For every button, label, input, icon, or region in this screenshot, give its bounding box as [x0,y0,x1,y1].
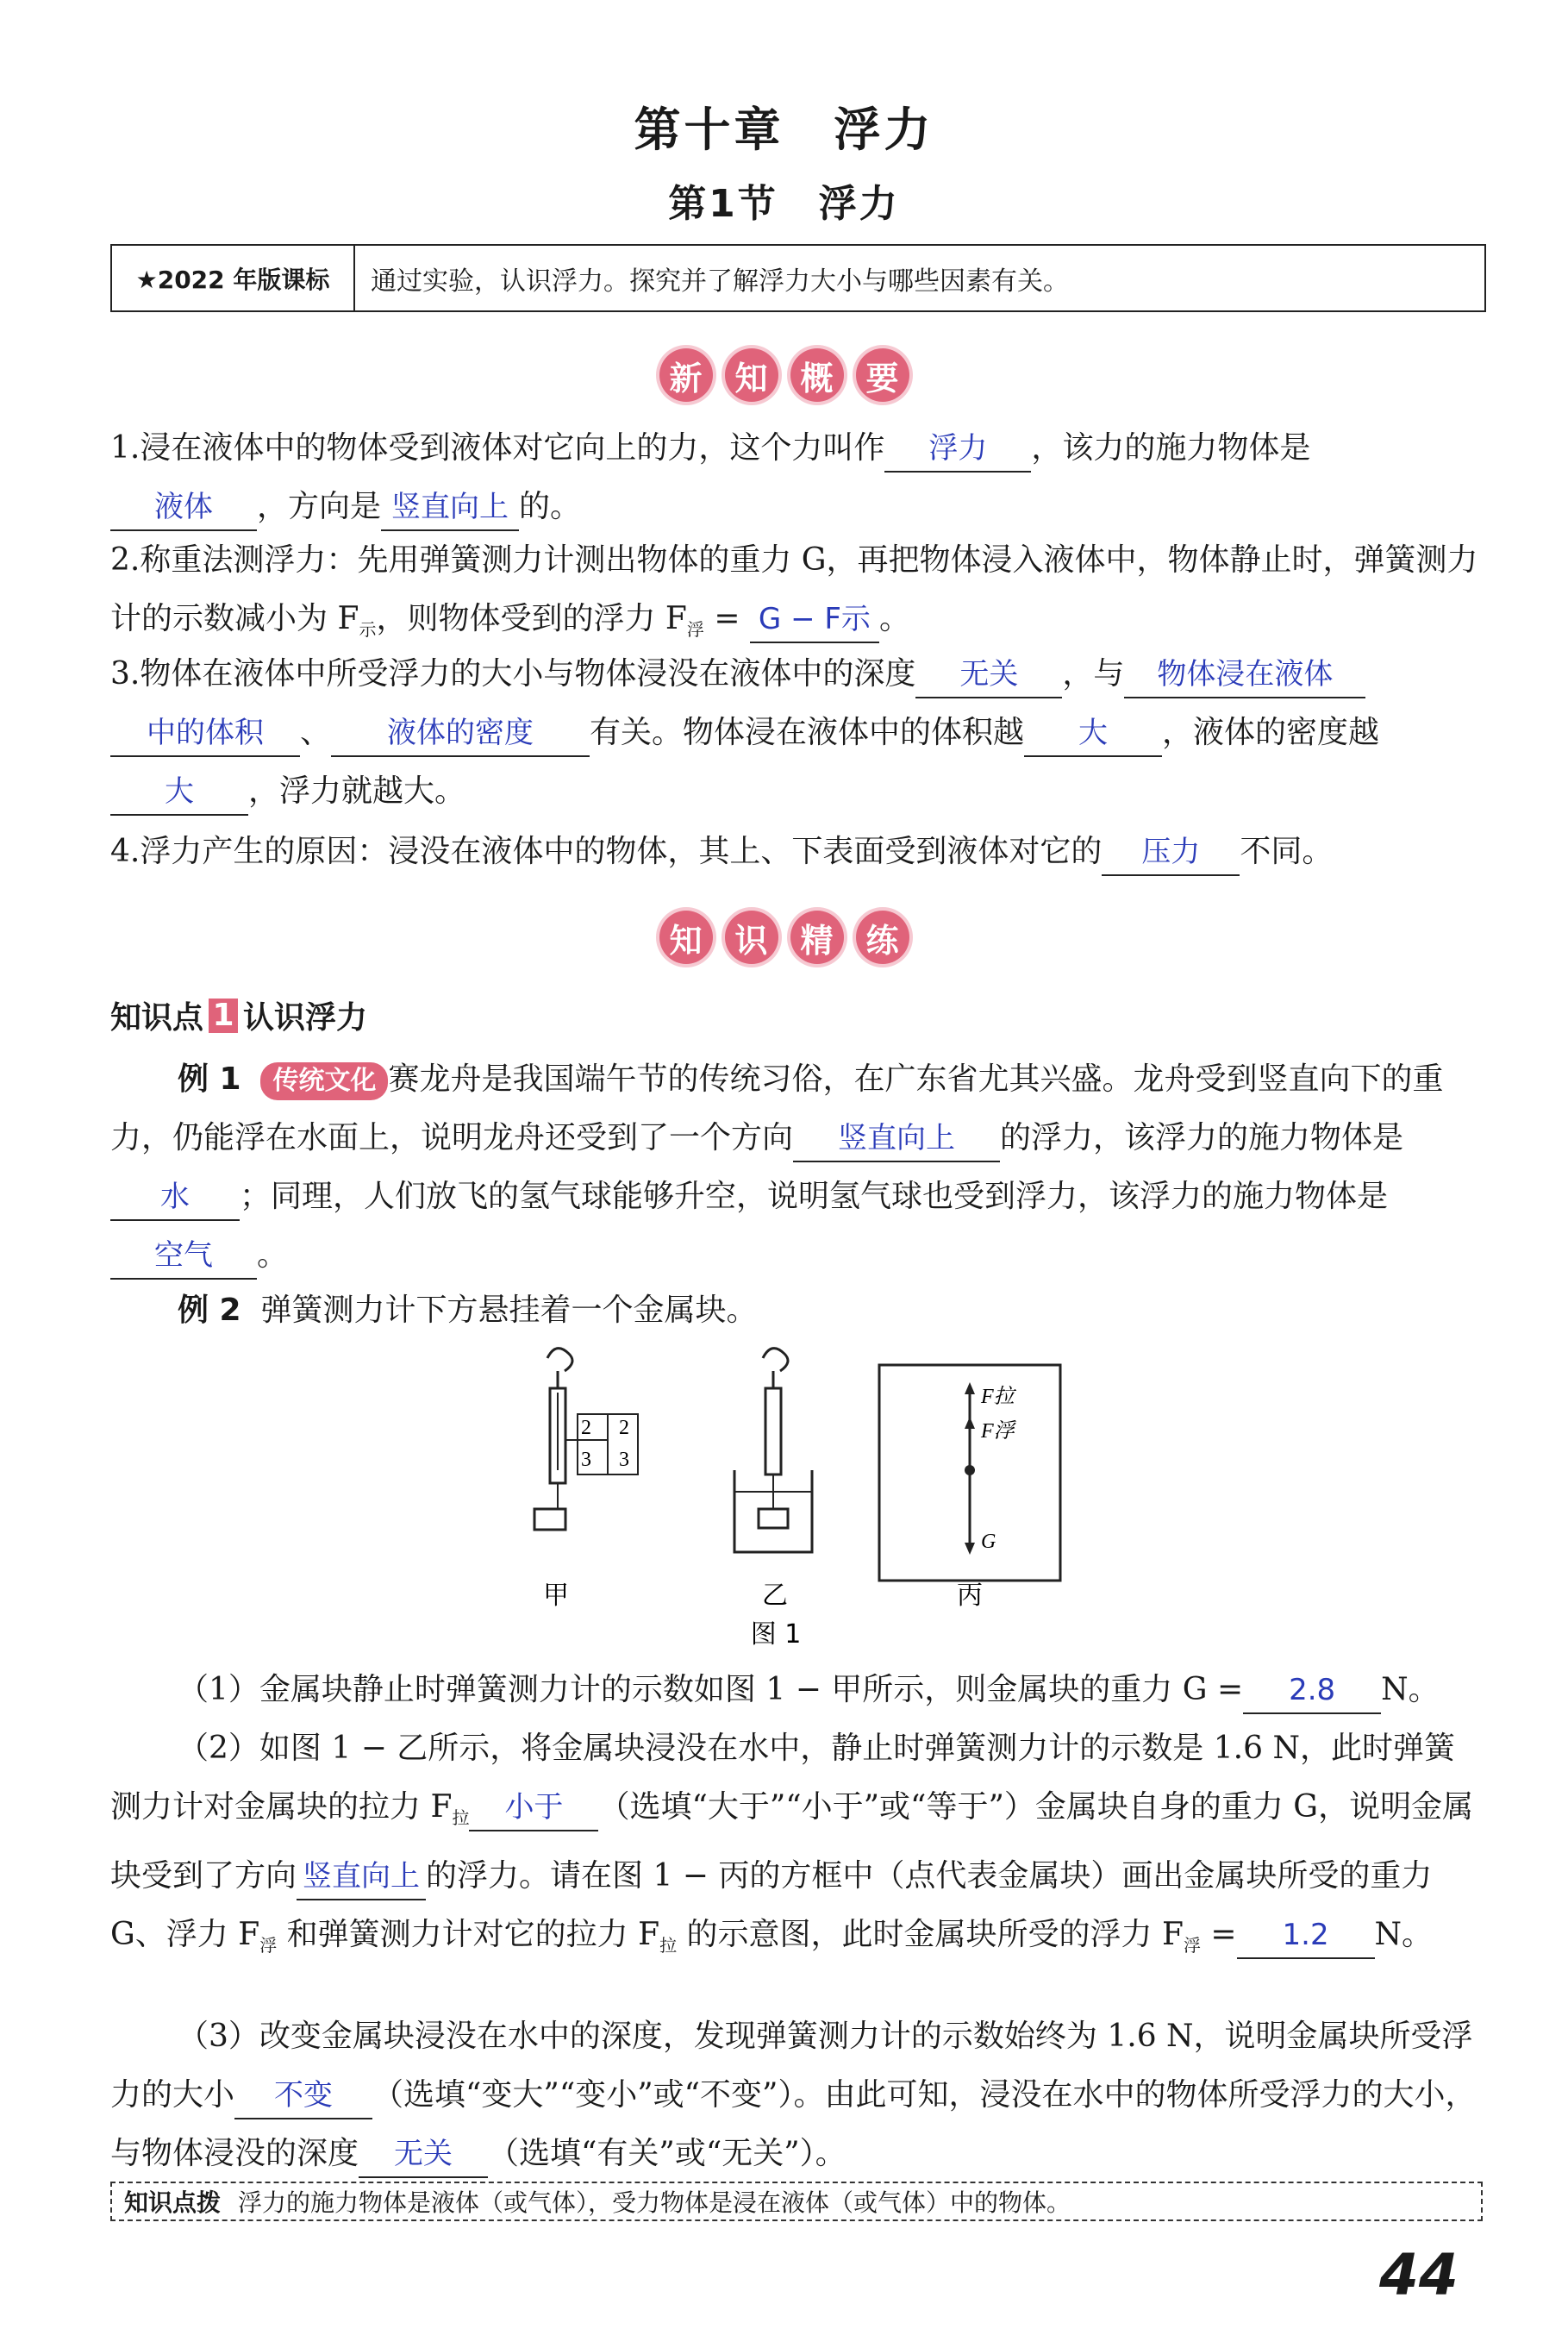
force-label-pull: F拉 [981,1386,1015,1408]
tip-label: 知识点拨 [124,2188,222,2217]
metal-block-point [965,1465,975,1475]
q3-text: ，浮力就越大。 [248,773,466,809]
p1-text: （1）金属块静止时弹簧测力计的示数如图 1 − 甲所示，则金属块的重力 G = [178,1672,1244,1707]
p2-text: 的浮力。请在图 1 − 丙的方框中（点代表金属块）画出金属块所受的重力 G、浮力 F [110,1858,1433,1953]
kp-number: 1 [209,999,238,1033]
p1-text: N。 [1381,1672,1440,1707]
p2-text: （2）如图 1 − 乙所示，将金属块浸没在水中，静止时弹簧测力计的示数是 1.6 N，此时弹簧测力计对金属块的拉力 F [110,1731,1455,1825]
scale-mark: 2 [619,1417,629,1439]
part-2 [110,1719,1483,1975]
q4-answer[interactable]: 压力 [1102,830,1240,876]
q1-text: 的。 [519,489,582,524]
q2-answer[interactable]: G − F示 [750,597,879,643]
figure-label-yi: 乙 [762,1581,788,1611]
p1-answer[interactable]: 2.8 [1243,1668,1381,1714]
banner-practice [0,911,1568,964]
q1-text: ，方向是 [257,489,382,524]
q2-text: 2.称重法测浮力：先用弹簧测力计测出物体的重力 G，再把物体浸入液体中，物体静止时，弹簧测力计的示数减小为 F [110,542,1478,636]
banner-new-knowledge [0,348,1568,402]
ex1-text: 赛龙舟是我国端午节的传统习俗，在广东省尤其兴盛。龙舟受到竖直向下的重力，仍能浮在水面上，说明龙舟还受到了一个方向 [110,1061,1444,1155]
figure-label-bing: 丙 [957,1581,983,1611]
banner-char: 精 [790,911,844,964]
ex2-label: 例 2 [178,1293,241,1328]
knowledge-tip-box [110,2182,1483,2221]
q3-answer-2a[interactable]: 物体浸在液体 [1124,652,1365,698]
chapter-title: 第十章 浮力 [634,103,934,157]
part-3 [110,2007,1483,2183]
q1-text: 1.浸在液体中的物体受到液体对它向上的力，这个力叫作 [110,430,885,466]
p3-text: （3）改变金属块浸没在水中的深度，发现弹簧测力计的示数始终为 1.6 N，说明金属块所受浮力的大小 [110,2019,1473,2113]
tip-text: 浮力的施力物体是液体（或气体），受力物体是浸在液体（或气体）中的物体。 [238,2188,1071,2217]
q3-answer-3[interactable]: 液体的密度 [331,711,590,757]
p3-answer-2[interactable]: 无关 [359,2132,488,2178]
banner-char: 要 [856,348,909,402]
p2-subscript: 拉 [659,1935,678,1956]
p3-text: （选填“有关”或“无关”）。 [488,2136,846,2171]
p2-answer-3[interactable]: 1.2 [1237,1913,1375,1959]
p2-text: （选填“大于”“小于”或“等于”）金属块自身的重力 G，说明金属块受到了方向 [110,1789,1474,1894]
spring-scale-yi [734,1349,812,1552]
q3-text: ，液体的密度越 [1162,715,1380,750]
p2-answer-2[interactable]: 竖直向上 [297,1854,426,1900]
question-3 [110,645,1483,821]
standard-label: ★2022 年版课标 [112,246,355,310]
ex1-answer-1[interactable]: 竖直向上 [793,1116,1000,1162]
scale-mark: 3 [581,1449,591,1471]
kp-title: 认识浮力 [243,1000,368,1036]
q1-answer-1[interactable]: 浮力 [884,426,1031,473]
p2-answer-1[interactable]: 小于 [469,1785,598,1831]
banner-char: 识 [725,911,778,964]
p3-text: （选填“变大”“变小”或“不变”）。由此可知，浸没在水中的物体所受浮力的大小，与物体浸没的深度 [110,2077,1477,2171]
banner-char: 练 [856,911,909,964]
q3-answer-5[interactable]: 大 [110,769,248,816]
p2-text: = [1200,1917,1237,1953]
q3-text: ，与 [1062,656,1125,692]
ex1-text: 的浮力，该浮力的施力物体是 [1000,1120,1404,1155]
figure-1 [509,1341,1095,1668]
part-1 [110,1661,1483,1719]
q2-text: 。 [878,601,910,636]
q3-answer-1[interactable]: 无关 [915,652,1062,698]
figure-caption: 图 1 [750,1619,802,1650]
example-1 [110,1050,1483,1285]
standard-text: 通过实验，认识浮力。探究并了解浮力大小与哪些因素有关。 [371,266,1069,297]
force-label-buoyancy: F浮 [981,1420,1015,1443]
q2-text: ，则物体受到的浮力 F [376,601,687,636]
question-4 [110,823,1483,881]
q3-text: 、 [300,715,332,750]
q4-text: 不同。 [1240,834,1334,869]
banner-char: 知 [659,911,713,964]
q1-answer-3[interactable]: 竖直向上 [381,485,519,531]
p2-text: 和弹簧测力计对它的拉力 F [277,1917,660,1953]
p2-subscript: 浮 [1183,1935,1201,1956]
banner-char: 新 [659,348,713,402]
p2-text: 的示意图，此时金属块所受的浮力 F [677,1917,1184,1953]
ex2-text: 弹簧测力计下方悬挂着一个金属块。 [260,1293,758,1328]
q2-text: = [703,601,750,636]
question-2 [110,531,1483,659]
q1-answer-2[interactable]: 液体 [110,485,257,531]
knowledge-point-heading [110,993,367,1037]
force-label-gravity: G [981,1531,996,1553]
ex1-answer-3[interactable]: 空气 [110,1233,257,1280]
example-2 [110,1281,1483,1340]
page-number: 44 [1379,2242,1459,2308]
scale-mark: 2 [581,1417,591,1439]
q1-text: ，该力的施力物体是 [1031,430,1311,466]
q3-answer-4[interactable]: 大 [1024,711,1162,757]
kp-prefix: 知识点 [110,1000,204,1036]
q2-subscript: 浮 [686,619,704,641]
q4-text: 4.浮力产生的原因：浸没在液体中的物体，其上、下表面受到液体对它的 [110,834,1103,869]
ex1-text: 。 [257,1237,289,1273]
ex1-text: ；同理，人们放飞的氢气球能够升空，说明氢气球也受到浮力，该浮力的施力物体是 [240,1179,1389,1214]
q3-text: 3.物体在液体中所受浮力的大小与物体浸没在液体中的深度 [110,656,916,692]
ex1-answer-2[interactable]: 水 [110,1174,240,1221]
question-1 [110,419,1483,536]
p3-answer-1[interactable]: 不变 [234,2073,372,2119]
q3-text: 有关。物体浸在液体中的体积越 [590,715,1025,750]
q2-subscript: 示 [359,619,377,641]
ex1-label: 例 1 [178,1061,241,1097]
scale-mark: 3 [619,1449,629,1471]
p2-text: N。 [1374,1917,1434,1953]
banner-char: 知 [725,348,778,402]
p2-subscript: 拉 [452,1807,470,1829]
force-diagram [965,1382,975,1555]
tradition-tag: 传统文化 [260,1062,388,1100]
section-title: 第1节 浮力 [668,182,900,226]
curriculum-standard-box [110,244,1486,312]
p2-subscript: 浮 [259,1935,278,1956]
q3-answer-2b[interactable]: 中的体积 [110,711,300,757]
figure-label-jia: 甲 [543,1581,569,1611]
banner-char: 概 [790,348,844,402]
